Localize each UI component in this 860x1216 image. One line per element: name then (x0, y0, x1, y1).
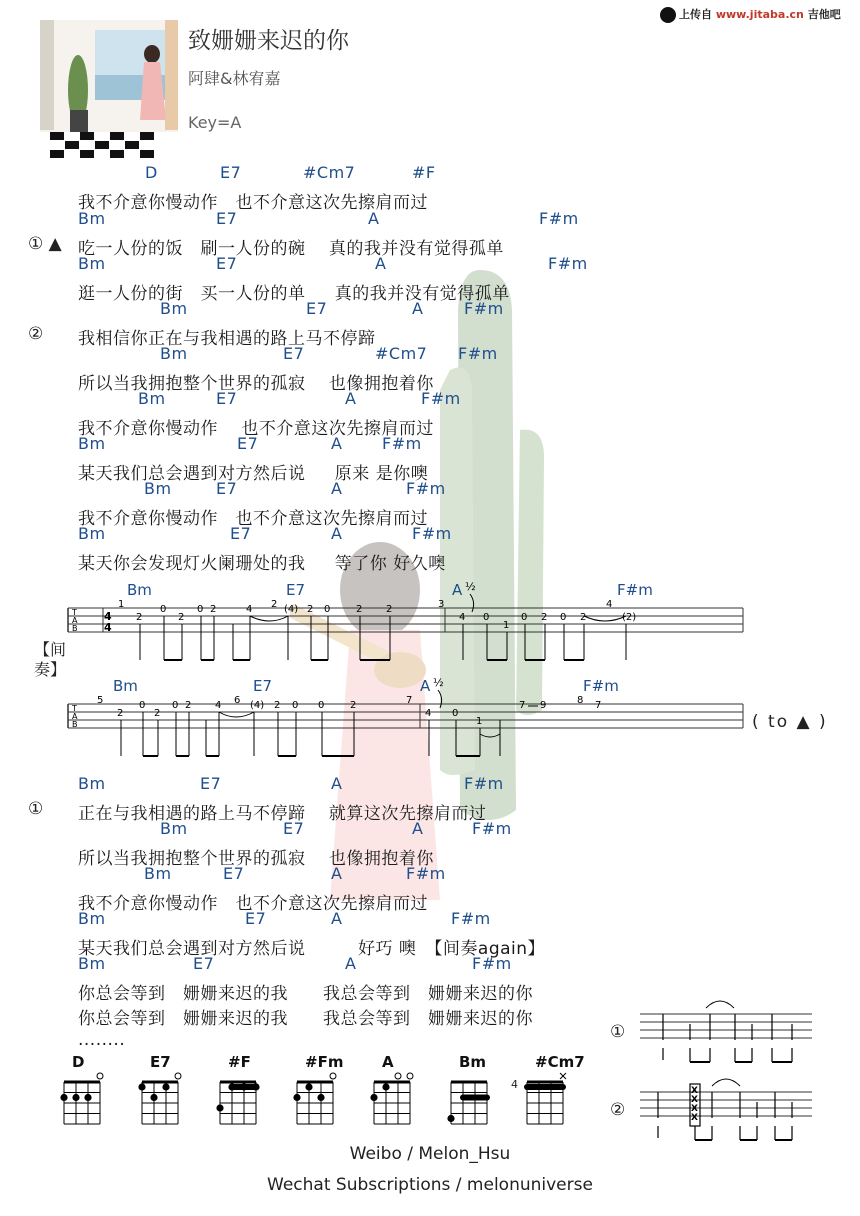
chord-label: #Cm7 (375, 344, 428, 363)
svg-text:0: 0 (318, 700, 325, 711)
chord-diagram-grid (447, 1070, 499, 1126)
chord-label: F#m (451, 909, 491, 928)
chord-label: Bm (78, 434, 106, 453)
interlude-label: 【间奏】 (34, 640, 67, 679)
logo-suffix: 吉他吧 (803, 8, 841, 21)
chord-label: A (331, 774, 343, 793)
svg-text:0: 0 (560, 612, 567, 623)
to-repeat-mark: ( to ▲ ) (752, 712, 828, 732)
chord-label: F#m (472, 819, 512, 838)
chord-diagram-grid (138, 1070, 190, 1126)
chord-label: F#m (539, 209, 579, 228)
svg-text:7: 7 (519, 700, 526, 711)
svg-text:2: 2 (274, 700, 281, 711)
chord-label: E7 (216, 479, 238, 498)
lyric-line: 某天我们总会遇到对方然后说 好巧 噢 【间奏again】 (78, 939, 546, 959)
chord-diagram-fret-number: 4 (511, 1078, 518, 1091)
svg-text:5: 5 (97, 695, 104, 706)
chord-label: F#m (548, 254, 588, 273)
svg-text:(2): (2) (622, 612, 637, 623)
chord-label: E7 (283, 819, 305, 838)
footer-weibo: Weibo / Melon_Hsu (349, 1144, 511, 1164)
svg-text:2: 2 (580, 612, 587, 623)
logo-prefix: 上传自 (679, 8, 716, 21)
svg-text:2: 2 (307, 604, 314, 615)
chord-label: E7 (220, 163, 242, 182)
chord-diagram-grid (216, 1070, 268, 1126)
svg-text:4: 4 (606, 599, 613, 610)
svg-text:0: 0 (452, 708, 459, 719)
song-key: Key=A (188, 113, 242, 132)
tab1-chord-1: Bm (127, 581, 152, 599)
chord-label: F#m (412, 524, 452, 543)
svg-text:(4): (4) (284, 604, 299, 615)
chord-label: A (375, 254, 387, 273)
chord-label: E7 (237, 434, 259, 453)
svg-text:2: 2 (271, 599, 278, 610)
chord-label: Bm (144, 864, 172, 883)
svg-text:0: 0 (139, 700, 146, 711)
chord-label: Bm (78, 209, 106, 228)
chord-label: A (368, 209, 380, 228)
svg-text:A: A (72, 616, 78, 625)
svg-text:2: 2 (136, 612, 143, 623)
lyric-line: 你总会等到 姗姗来迟的我 我总会等到 姗姗来迟的你 (78, 984, 533, 1004)
chord-diagram-grid (370, 1070, 422, 1126)
chord-label: E7 (200, 774, 222, 793)
chord-label: Bm (160, 819, 188, 838)
lyric-line: 所以当我拥抱整个世界的孤寂 也像拥抱着你 (78, 849, 434, 869)
song-title: 致姗姗来迟的你 (188, 28, 349, 54)
chord-label: E7 (193, 954, 215, 973)
lyric-line: 我相信你正在与我相遇的路上马不停蹄 (78, 329, 376, 349)
chord-label: Bm (78, 774, 106, 793)
svg-text:4: 4 (104, 610, 112, 623)
chord-label: F#m (464, 774, 504, 793)
chord-label: Bm (160, 344, 188, 363)
chord-label: F#m (472, 954, 512, 973)
svg-text:2: 2 (386, 604, 393, 615)
chord-label: Bm (160, 299, 188, 318)
strum-pattern-2 (640, 1078, 815, 1148)
tab2-chord-2: E7 (253, 677, 273, 695)
section-marker: ① (28, 799, 44, 819)
svg-text:0: 0 (292, 700, 299, 711)
tab1-chord-3: A (452, 581, 463, 599)
chord-label: Bm (144, 479, 172, 498)
chord-label: E7 (216, 389, 238, 408)
svg-text:2: 2 (154, 708, 161, 719)
svg-text:T: T (72, 704, 77, 713)
logo-icon (660, 7, 676, 23)
chord-diagram-name: Bm (459, 1053, 487, 1071)
tab1-chord-4: F#m (617, 581, 653, 599)
chord-diagram-grid (293, 1070, 345, 1126)
tab2-chord-4: F#m (583, 677, 619, 695)
svg-text:X: X (691, 1086, 698, 1096)
svg-text:2: 2 (178, 612, 185, 623)
logo-url: www.jitaba.cn (715, 8, 804, 21)
tab1-chord-2: E7 (286, 581, 306, 599)
chord-label: Bm (138, 389, 166, 408)
svg-text:0: 0 (160, 604, 167, 615)
chord-label: A (331, 479, 343, 498)
chord-label: E7 (283, 344, 305, 363)
section-marker: ② (28, 324, 44, 344)
svg-text:2: 2 (117, 708, 124, 719)
chord-label: A (412, 819, 424, 838)
svg-text:2: 2 (185, 700, 192, 711)
chord-diagram-name: #Fm (305, 1053, 344, 1071)
chord-label: E7 (230, 524, 252, 543)
chord-label: A (331, 434, 343, 453)
svg-text:0: 0 (172, 700, 179, 711)
svg-text:0: 0 (521, 612, 528, 623)
svg-text:1: 1 (476, 716, 483, 727)
lyric-line: 正在与我相遇的路上马不停蹄 就算这次先擦肩而过 (78, 804, 487, 824)
interlude-tab-staff-2 (60, 676, 750, 766)
chord-label: F#m (464, 299, 504, 318)
svg-text:3: 3 (438, 599, 445, 610)
chord-label: E7 (223, 864, 245, 883)
chord-diagram-name: #F (228, 1053, 251, 1071)
svg-text:A: A (72, 712, 78, 721)
strum-pattern-1 (640, 1000, 815, 1070)
chord-label: E7 (245, 909, 267, 928)
svg-text:6: 6 (234, 695, 241, 706)
lyric-line: 吃一人份的饭 刷一人份的碗 真的我并没有觉得孤单 (78, 239, 504, 259)
svg-text:7: 7 (406, 695, 413, 706)
svg-text:4: 4 (425, 708, 432, 719)
chord-label: Bm (78, 954, 106, 973)
tab2-chord-3: A (420, 677, 431, 695)
lyric-line: 某天我们总会遇到对方然后说 原来 是你噢 (78, 464, 429, 484)
svg-text:½: ½ (465, 580, 476, 593)
svg-text:4: 4 (459, 612, 466, 623)
chord-diagram-name: A (382, 1053, 394, 1071)
lyric-line: 我不介意你慢动作 也不介意这次先擦肩而过 (78, 193, 428, 213)
lyric-line: 我不介意你慢动作 也不介意这次先擦肩而过 (78, 419, 434, 439)
cover-illustration (40, 20, 178, 158)
chord-label: E7 (216, 254, 238, 273)
svg-text:B: B (72, 624, 78, 633)
svg-text:8: 8 (577, 695, 584, 706)
chord-label: A (345, 389, 357, 408)
svg-text:½: ½ (433, 676, 444, 689)
chord-label: Bm (78, 254, 106, 273)
svg-text:2: 2 (356, 604, 363, 615)
svg-text:2: 2 (541, 612, 548, 623)
svg-text:B: B (72, 720, 78, 729)
svg-text:0: 0 (483, 612, 490, 623)
svg-text:2: 2 (210, 604, 217, 615)
svg-text:4: 4 (215, 700, 222, 711)
lyric-line: 我不介意你慢动作 也不介意这次先擦肩而过 (78, 509, 428, 529)
chord-label: A (331, 909, 343, 928)
chord-label: F#m (406, 479, 446, 498)
svg-text:4: 4 (246, 604, 253, 615)
svg-text:(4): (4) (250, 700, 265, 711)
svg-text:9: 9 (540, 700, 547, 711)
chord-label: #F (412, 163, 436, 182)
chord-label: F#m (458, 344, 498, 363)
chord-label: E7 (306, 299, 328, 318)
lyric-line: ........ (78, 1030, 126, 1050)
svg-text:1: 1 (118, 599, 125, 610)
lyric-line: 你总会等到 姗姗来迟的我 我总会等到 姗姗来迟的你 (78, 1009, 533, 1029)
svg-text:X: X (691, 1104, 698, 1114)
svg-text:X: X (691, 1095, 698, 1105)
lyric-line: 逛一人份的街 买一人份的单 真的我并没有觉得孤单 (78, 284, 510, 304)
chord-label: A (331, 524, 343, 543)
strum-pattern-2-label: ② (610, 1100, 626, 1120)
chord-diagram-name: E7 (150, 1053, 171, 1071)
chord-label: F#m (421, 389, 461, 408)
chord-label: Bm (78, 524, 106, 543)
chord-diagram-grid (60, 1070, 112, 1126)
chord-label: Bm (78, 909, 106, 928)
svg-text:1: 1 (503, 620, 510, 631)
tab2-chord-1: Bm (113, 677, 138, 695)
svg-text:0: 0 (197, 604, 204, 615)
section-marker: ① ▲ (28, 234, 62, 254)
footer-wechat: Wechat Subscriptions / melonuniverse (267, 1175, 593, 1195)
lyric-line: 某天你会发现灯火阑珊处的我 等了你 好久噢 (78, 554, 446, 574)
chord-diagram-name: D (72, 1053, 85, 1071)
artist-name: 阿肆&林宥嘉 (188, 69, 281, 88)
strum-pattern-1-label: ① (610, 1022, 626, 1042)
site-logo[interactable] (660, 6, 841, 23)
lyric-line: 所以当我拥抱整个世界的孤寂 也像拥抱着你 (78, 374, 434, 394)
chord-label: #Cm7 (303, 163, 356, 182)
lyric-line: 我不介意你慢动作 也不介意这次先擦肩而过 (78, 894, 428, 914)
chord-label: A (331, 864, 343, 883)
chord-label: F#m (406, 864, 446, 883)
svg-text:7: 7 (595, 700, 602, 711)
svg-text:X: X (691, 1113, 698, 1123)
chord-label: E7 (216, 209, 238, 228)
chord-label: D (145, 163, 158, 182)
svg-text:T: T (72, 608, 77, 617)
chord-diagram-name: #Cm7 (535, 1053, 585, 1071)
svg-text:2: 2 (350, 700, 357, 711)
chord-label: A (412, 299, 424, 318)
svg-text:0: 0 (324, 604, 331, 615)
interlude-tab-staff-1 (60, 580, 750, 670)
chord-diagram-grid (523, 1070, 575, 1126)
chord-label: A (345, 954, 357, 973)
svg-text:4: 4 (104, 621, 112, 634)
chord-label: F#m (382, 434, 422, 453)
